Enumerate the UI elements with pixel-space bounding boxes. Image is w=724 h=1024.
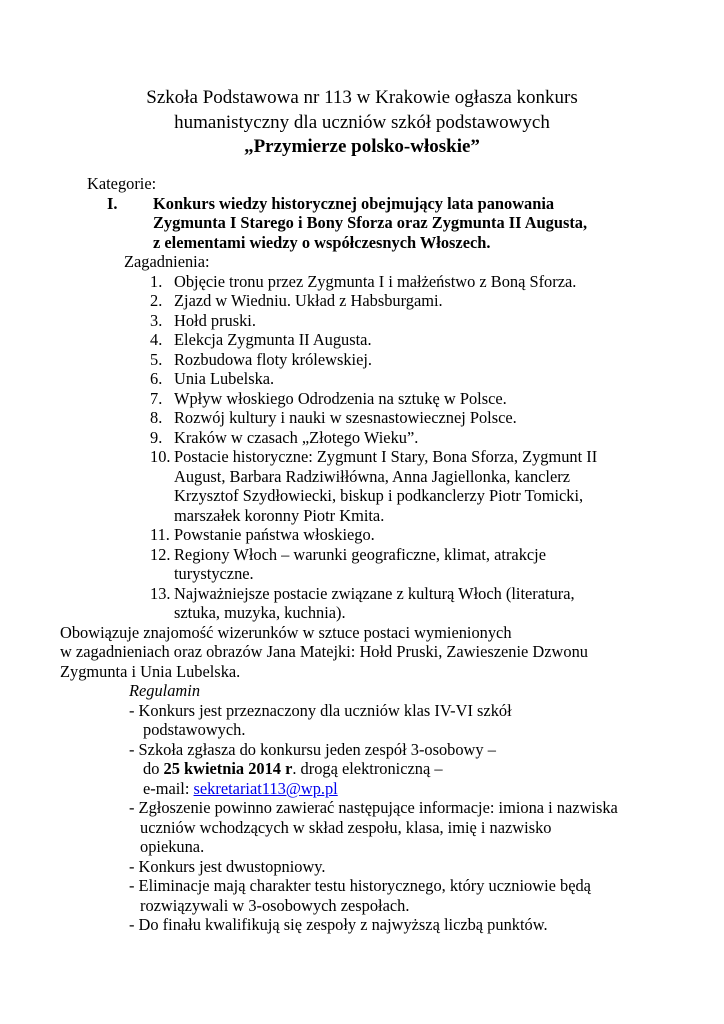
category-line: Konkurs wiedzy historycznej obejmujący lata panowania — [153, 193, 555, 213]
list-text: Najważniejsze postacie związane z kulturą Włoch (literatura, — [174, 583, 575, 603]
list-text: Zjazd w Wiedniu. Układ z Habsburgami. — [174, 291, 443, 310]
list-item — [87, 428, 687, 448]
header-line-1: Szkoła Podstawowa nr 113 w Krakowie ogłasza konkurs — [146, 87, 578, 108]
obligation-paragraph — [60, 623, 687, 682]
obligation-line: Zygmunta i Unia Lubelska. — [60, 661, 241, 681]
list-text: Unia Lubelska. — [174, 369, 275, 388]
list-text: Elekcja Zygmunta II Augusta. — [174, 330, 372, 349]
document-body — [60, 174, 687, 935]
rule-line: - Szkoła zgłasza do konkursu jeden zespół 3-osobowy – — [129, 739, 496, 759]
list-item — [87, 447, 687, 525]
list-number: 8. — [150, 408, 163, 427]
list-item — [87, 330, 687, 350]
list-number: 6. — [150, 369, 163, 388]
topics-list — [87, 272, 687, 623]
list-number: 13. — [150, 583, 171, 603]
list-text: turystyczne. — [174, 564, 254, 583]
list-text: Rozwój kultury i nauki w szesnastowiecznej Polsce. — [174, 408, 517, 427]
category-line: z elementami wiedzy o współczesnych Włoszech. — [153, 232, 491, 252]
list-item — [87, 584, 687, 623]
list-item — [87, 389, 687, 409]
deadline-date: 25 kwietnia 2014 r — [163, 759, 293, 778]
announcement-header — [0, 86, 724, 160]
rule-line: - Eliminacje mają charakter testu historycznego, który uczniowie będą — [129, 876, 591, 895]
category-number: I. — [107, 193, 118, 213]
rule-line: podstawowych. — [143, 720, 246, 739]
list-text: August, Barbara Radziwiłłówna, Anna Jagiellonka, kanclerz — [174, 466, 570, 486]
list-text: sztuka, muzyka, kuchnia). — [174, 603, 346, 622]
list-text: Wpływ włoskiego Odrodzenia na sztukę w Polsce. — [174, 388, 507, 408]
rule-text: . drogą elektroniczną – — [292, 759, 443, 778]
category-block — [107, 194, 687, 253]
list-text: Rozbudowa floty królewskiej. — [174, 349, 373, 369]
list-text: Hołd pruski. — [174, 310, 256, 330]
list-text: Objęcie tronu przez Zygmunta I i małżeństwo z Boną Sforza. — [174, 271, 577, 291]
list-number: 5. — [150, 349, 163, 369]
list-item — [87, 525, 687, 545]
list-number: 2. — [150, 291, 163, 310]
list-number: 3. — [150, 310, 163, 330]
rule-line: - Do finału kwalifikują się zespoły z najwyższą liczbą punktów. — [129, 915, 548, 934]
list-item — [87, 369, 687, 389]
list-number: 9. — [150, 427, 163, 447]
list-text: Krzysztof Szydłowiecki, biskup i podkanclerzy Piotr Tomicki, — [174, 486, 584, 505]
contest-title: „Przymierze polsko-włoskie” — [244, 136, 480, 157]
list-text: marszałek koronny Piotr Kmita. — [174, 505, 385, 525]
list-number: 1. — [150, 271, 163, 291]
list-item — [87, 350, 687, 370]
rule-text: do — [143, 759, 164, 778]
rule-line: rozwiązywali w 3-osobowych zespołach. — [140, 895, 410, 915]
rule-line: - Konkurs jest przeznaczony dla uczniów klas IV-VI szkół — [129, 700, 512, 720]
list-number: 10. — [150, 447, 171, 466]
rule-line: opiekuna. — [140, 837, 205, 856]
rule-line: - Konkurs jest dwustopniowy. — [129, 856, 326, 876]
rules-list — [129, 701, 687, 935]
email-link[interactable]: sekretariat113@wp.pl — [193, 778, 338, 798]
obligation-line: w zagadnieniach oraz obrazów Jana Matejki: Hołd Pruski, Zawieszenie Dzwonu — [60, 642, 588, 661]
list-number: 7. — [150, 388, 163, 408]
categories-label: Kategorie: — [87, 174, 157, 193]
list-item — [87, 311, 687, 331]
list-number: 11. — [150, 525, 170, 544]
email-label: e-mail: — [143, 778, 194, 798]
rule-line — [129, 759, 687, 779]
topics-label: Zagadnienia: — [124, 252, 210, 271]
list-number: 12. — [150, 544, 171, 564]
list-text: Kraków w czasach „Złotego Wieku”. — [174, 427, 419, 447]
list-text: Powstanie państwa włoskiego. — [174, 525, 375, 544]
list-item — [87, 272, 687, 292]
list-item — [87, 408, 687, 428]
list-number: 4. — [150, 330, 163, 349]
obligation-line: Obowiązuje znajomość wizerunków w sztuce postaci wymienionych — [60, 622, 512, 642]
list-text: Regiony Włoch – warunki geograficzne, klimat, atrakcje — [174, 544, 546, 564]
header-line-2: humanistyczny dla uczniów szkół podstawowych — [174, 111, 550, 133]
rules-heading: Regulamin — [129, 681, 201, 700]
rule-line — [129, 779, 687, 799]
list-text: Postacie historyczne: Zygmunt I Stary, Bona Sforza, Zygmunt II — [174, 447, 598, 466]
category-line: Zygmunta I Starego i Bony Sforza oraz Zygmunta II Augusta, — [153, 213, 588, 232]
rule-line: - Zgłoszenie powinno zawierać następujące informacje: imiona i nazwiska — [129, 798, 618, 817]
list-item — [87, 545, 687, 584]
list-item — [87, 291, 687, 311]
rule-line: uczniów wchodzących w skład zespołu, klasa, imię i nazwisko — [140, 817, 552, 837]
